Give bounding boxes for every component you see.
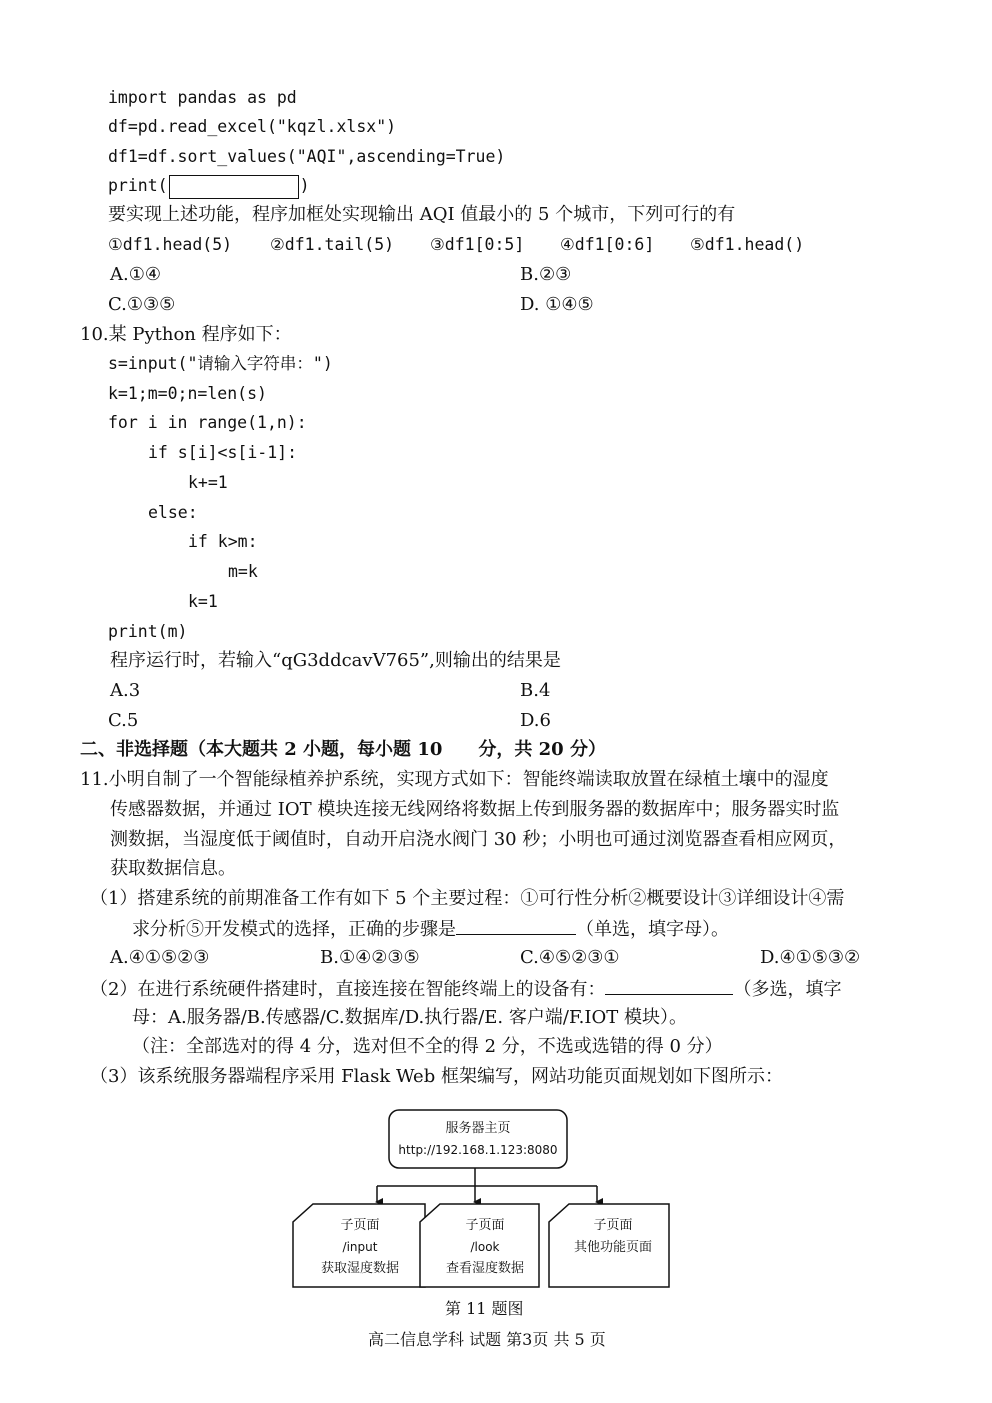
q9-opt-2: ②df1.tail(5): [270, 235, 395, 254]
q11-line: 11.小明自制了一个智能绿植养护系统，实现方式如下：智能终端读取放置在绿植土壤中的湿度: [80, 769, 829, 790]
q11-p2-note: （注：全部选对的得 4 分，选对但不全的得 2 分，不选或选错的得 0 分）: [132, 1036, 723, 1057]
q10-code-line: k+=1: [188, 473, 228, 492]
q9-opt-5: ⑤df1.head(): [690, 235, 805, 254]
q10-code-line: s=input("请输入字符串："): [108, 354, 333, 373]
print-close: ): [299, 176, 310, 195]
child-node-label: 子页面: [593, 1218, 633, 1233]
q11-p2-hint: （多选，填字: [733, 979, 842, 1000]
figure-caption: 第 11 题图: [445, 1299, 524, 1318]
q9-choice-c: C.①③⑤: [108, 294, 176, 315]
child-node-label: 子页面: [340, 1218, 380, 1233]
q10-code-line: if k>m:: [188, 532, 258, 551]
q10-code-line: else:: [148, 503, 198, 522]
section-heading: 二、非选择题（本大题共 2 小题，每小题 10 分，共 20 分）: [80, 739, 606, 760]
q11-p1-choice-d: D.④①⑤③②: [760, 947, 861, 968]
root-node: [389, 1110, 567, 1168]
q11-p3: （3）该系统服务器端程序采用 Flask Web 框架编写，网站功能页面规划如下图所示：: [90, 1066, 783, 1087]
q10-code-line: for i in range(1,n):: [108, 413, 307, 432]
q11-p1-hint: （单选，填字母）。: [576, 919, 729, 940]
q9-opt-1: ①df1.head(5): [108, 235, 233, 254]
q11-line: 获取数据信息。: [110, 858, 236, 879]
q11-line: 传感器数据，并通过 IOT 模块连接无线网络将数据上传到服务器的数据库中；服务器实时监: [110, 799, 840, 820]
q11-p1-choice-c: C.④⑤②③①: [520, 947, 620, 968]
q10-choice-d: D.6: [520, 710, 551, 731]
q9-choice-d: D. ①④⑤: [520, 294, 594, 315]
q10-choice-c: C.5: [108, 710, 139, 731]
child-node-desc: 获取湿度数据: [320, 1261, 400, 1276]
root-url: http://192.168.1.123:8080: [398, 1143, 558, 1157]
q10-choice-a: A.3: [110, 680, 141, 701]
print-open: print(: [108, 176, 168, 195]
child-node-desc: 其他功能页面: [573, 1240, 653, 1255]
q10-choice-b: B.4: [520, 680, 551, 701]
q11-line: 测数据，当湿度低于阈值时，自动开启浇水阀门 30 秒；小明也可通过浏览器查看相应网页，: [110, 829, 847, 850]
q9-opt-4: ④df1[0:6]: [560, 235, 655, 254]
q11-p2-line2: 母：A.服务器/B.传感器/C.数据库/D.执行器/E. 客户端/F.IOT 模块）。: [132, 1007, 687, 1028]
child-node-label: 子页面: [465, 1218, 505, 1233]
q10-code-line: if s[i]<s[i-1]:: [148, 443, 298, 462]
q9-choice-a: A.①④: [110, 264, 161, 285]
child-node-route: /look: [470, 1240, 500, 1254]
child-node-route: /input: [342, 1240, 378, 1254]
q11-p1-line1: （1）搭建系统的前期准备工作有如下 5 个主要过程：①可行性分析②概要设计③详细设计④需: [90, 888, 845, 909]
q9-choice-b: B.②③: [520, 264, 572, 285]
q10-code-line: print(m): [108, 622, 188, 641]
code-line-read-excel: df=pd.read_excel("kqzl.xlsx"): [108, 117, 397, 136]
q11-p1-choice-b: B.①④②③⑤: [320, 947, 420, 968]
page-footer: 高二信息学科 试题 第3页 共 5 页: [368, 1330, 606, 1349]
q9-opt-3: ③df1[0:5]: [430, 235, 525, 254]
q10-title: 10.某 Python 程序如下：: [80, 324, 292, 345]
q10-code-line: m=k: [228, 562, 258, 581]
q10-stem: 程序运行时，若输入“qG3ddcavV765”,则输出的结果是: [110, 650, 561, 671]
q10-code-line: k=1;m=0;n=len(s): [108, 384, 267, 403]
root-title: 服务器主页: [445, 1121, 511, 1136]
child-node-desc: 查看湿度数据: [445, 1261, 525, 1276]
q10-code-line: k=1: [188, 592, 218, 611]
q11-p1-text: 求分析⑤开发模式的选择，正确的步骤是: [132, 919, 456, 940]
q11-p2-text: （2）在进行系统硬件搭建时，直接连接在智能终端上的设备有：: [90, 979, 606, 1000]
code-line-import: import pandas as pd: [108, 88, 297, 107]
code-line-sort: df1=df.sort_values("AQI",ascending=True): [108, 147, 506, 166]
q11-p1-choice-a: A.④①⑤②③: [110, 947, 210, 968]
q9-stem: 要实现上述功能，程序加框处实现输出 AQI 值最小的 5 个城市，下列可行的有: [108, 204, 736, 225]
